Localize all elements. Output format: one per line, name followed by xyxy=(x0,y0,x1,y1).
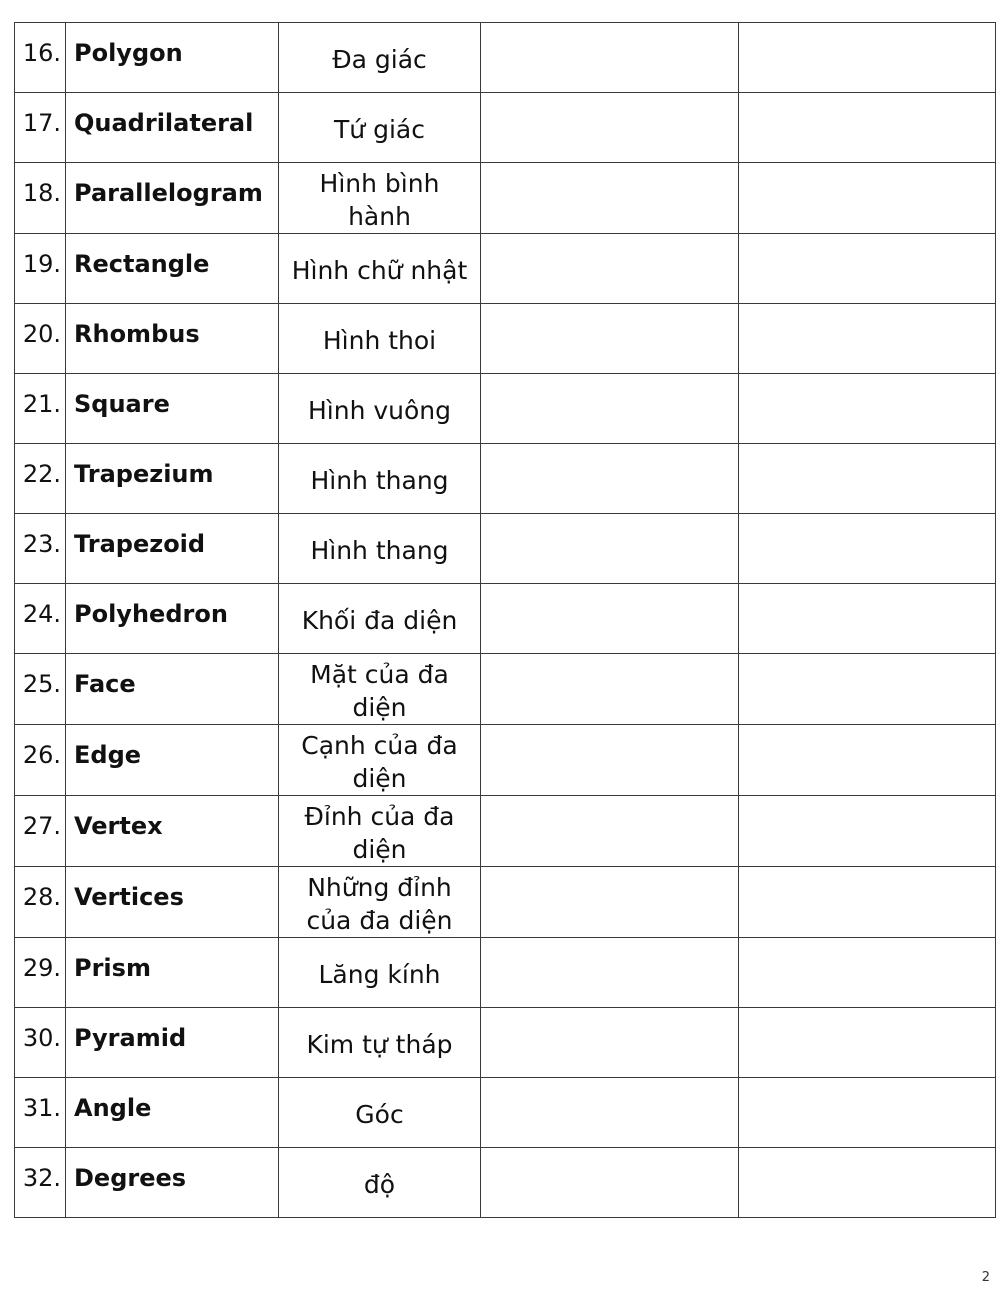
blank-answer-cell[interactable] xyxy=(739,93,996,163)
page-number: 2 xyxy=(981,1270,990,1285)
blank-answer-cell[interactable] xyxy=(481,1148,739,1218)
blank-answer-cell[interactable] xyxy=(739,725,996,796)
vietnamese-meaning: độ xyxy=(279,1148,481,1218)
blank-answer-cell[interactable] xyxy=(481,93,739,163)
row-number: 23. xyxy=(15,514,66,584)
row-number: 26. xyxy=(15,725,66,796)
english-term: Edge xyxy=(66,725,279,796)
vietnamese-meaning: Lăng kính xyxy=(279,938,481,1008)
english-term: Rectangle xyxy=(66,234,279,304)
row-number: 27. xyxy=(15,796,66,867)
blank-answer-cell[interactable] xyxy=(739,1008,996,1078)
table-row xyxy=(15,374,996,444)
blank-answer-cell[interactable] xyxy=(739,1078,996,1148)
row-number: 22. xyxy=(15,444,66,514)
blank-answer-cell[interactable] xyxy=(739,234,996,304)
row-number: 25. xyxy=(15,654,66,725)
blank-answer-cell[interactable] xyxy=(481,584,739,654)
blank-answer-cell[interactable] xyxy=(739,514,996,584)
row-number: 24. xyxy=(15,584,66,654)
english-term: Prism xyxy=(66,938,279,1008)
vietnamese-meaning: Khối đa diện xyxy=(279,584,481,654)
row-number: 17. xyxy=(15,93,66,163)
blank-answer-cell[interactable] xyxy=(481,304,739,374)
blank-answer-cell[interactable] xyxy=(481,1008,739,1078)
blank-answer-cell[interactable] xyxy=(481,234,739,304)
vietnamese-meaning: Mặt của đa diện xyxy=(279,654,481,725)
blank-answer-cell[interactable] xyxy=(481,514,739,584)
table-row xyxy=(15,1148,996,1218)
vocabulary-table-body xyxy=(15,23,996,1218)
blank-answer-cell[interactable] xyxy=(739,796,996,867)
table-row xyxy=(15,234,996,304)
table-row xyxy=(15,938,996,1008)
english-term: Angle xyxy=(66,1078,279,1148)
table-row xyxy=(15,725,996,796)
blank-answer-cell[interactable] xyxy=(481,725,739,796)
vietnamese-meaning: Hình thang xyxy=(279,514,481,584)
blank-answer-cell[interactable] xyxy=(481,444,739,514)
blank-answer-cell[interactable] xyxy=(481,796,739,867)
blank-answer-cell[interactable] xyxy=(481,938,739,1008)
row-number: 18. xyxy=(15,163,66,234)
table-row xyxy=(15,867,996,938)
english-term: Polygon xyxy=(66,23,279,93)
row-number: 30. xyxy=(15,1008,66,1078)
row-number: 29. xyxy=(15,938,66,1008)
row-number: 19. xyxy=(15,234,66,304)
vietnamese-meaning: Hình bình hành xyxy=(279,163,481,234)
row-number: 31. xyxy=(15,1078,66,1148)
blank-answer-cell[interactable] xyxy=(481,374,739,444)
row-number: 16. xyxy=(15,23,66,93)
vietnamese-meaning: Góc xyxy=(279,1078,481,1148)
table-row xyxy=(15,1078,996,1148)
english-term: Square xyxy=(66,374,279,444)
blank-answer-cell[interactable] xyxy=(739,374,996,444)
row-number: 32. xyxy=(15,1148,66,1218)
blank-answer-cell[interactable] xyxy=(739,1148,996,1218)
english-term: Vertex xyxy=(66,796,279,867)
blank-answer-cell[interactable] xyxy=(739,938,996,1008)
english-term: Degrees xyxy=(66,1148,279,1218)
english-term: Pyramid xyxy=(66,1008,279,1078)
table-row xyxy=(15,654,996,725)
vocabulary-table xyxy=(14,22,996,1218)
vietnamese-meaning: Hình thoi xyxy=(279,304,481,374)
vietnamese-meaning: Hình vuông xyxy=(279,374,481,444)
vietnamese-meaning: Tứ giác xyxy=(279,93,481,163)
english-term: Rhombus xyxy=(66,304,279,374)
table-row xyxy=(15,163,996,234)
vietnamese-meaning: Kim tự tháp xyxy=(279,1008,481,1078)
blank-answer-cell[interactable] xyxy=(739,444,996,514)
table-row xyxy=(15,23,996,93)
vietnamese-meaning: Hình thang xyxy=(279,444,481,514)
vietnamese-meaning: Những đỉnh của đa diện xyxy=(279,867,481,938)
blank-answer-cell[interactable] xyxy=(481,867,739,938)
table-row xyxy=(15,584,996,654)
english-term: Parallelogram xyxy=(66,163,279,234)
blank-answer-cell[interactable] xyxy=(481,654,739,725)
blank-answer-cell[interactable] xyxy=(739,867,996,938)
english-term: Trapezoid xyxy=(66,514,279,584)
table-row xyxy=(15,514,996,584)
table-row xyxy=(15,304,996,374)
english-term: Vertices xyxy=(66,867,279,938)
blank-answer-cell[interactable] xyxy=(481,163,739,234)
vietnamese-meaning: Đỉnh của đa diện xyxy=(279,796,481,867)
blank-answer-cell[interactable] xyxy=(739,584,996,654)
table-row xyxy=(15,796,996,867)
blank-answer-cell[interactable] xyxy=(739,304,996,374)
blank-answer-cell[interactable] xyxy=(739,163,996,234)
row-number: 28. xyxy=(15,867,66,938)
blank-answer-cell[interactable] xyxy=(481,1078,739,1148)
vietnamese-meaning: Cạnh của đa diện xyxy=(279,725,481,796)
english-term: Polyhedron xyxy=(66,584,279,654)
english-term: Quadrilateral xyxy=(66,93,279,163)
english-term: Face xyxy=(66,654,279,725)
table-row xyxy=(15,1008,996,1078)
english-term: Trapezium xyxy=(66,444,279,514)
blank-answer-cell[interactable] xyxy=(481,23,739,93)
table-row xyxy=(15,93,996,163)
blank-answer-cell[interactable] xyxy=(739,23,996,93)
table-row xyxy=(15,444,996,514)
row-number: 21. xyxy=(15,374,66,444)
vietnamese-meaning: Đa giác xyxy=(279,23,481,93)
row-number: 20. xyxy=(15,304,66,374)
blank-answer-cell[interactable] xyxy=(739,654,996,725)
vietnamese-meaning: Hình chữ nhật xyxy=(279,234,481,304)
